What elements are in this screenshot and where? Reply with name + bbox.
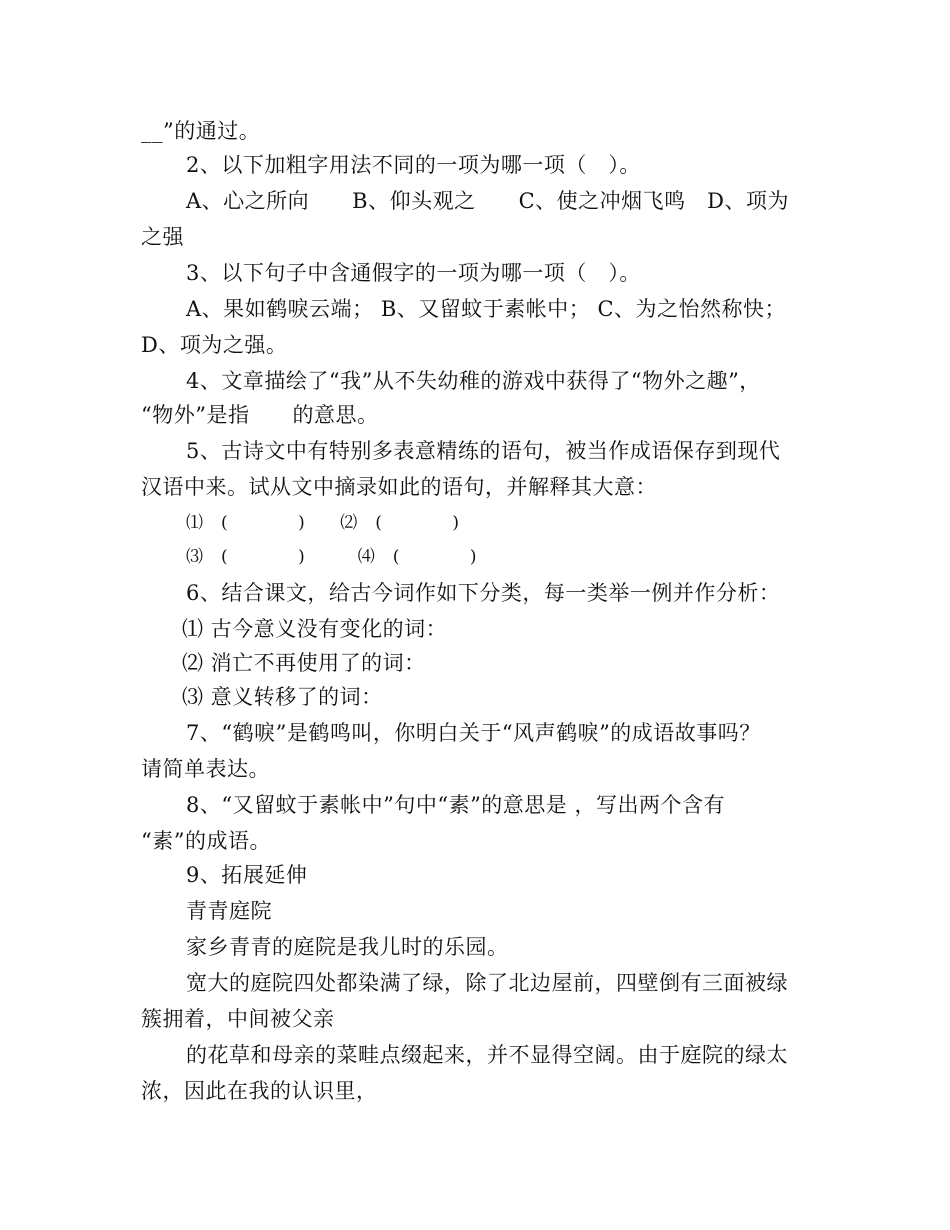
question-3: 3、以下句子中含通假字的一项为哪一项（ ）。: [186, 261, 641, 285]
question-2-options: A、心之所向 B、仰头观之 C、使之冲烟飞鸣 D、项为: [186, 189, 790, 213]
question-4-cont: “物外”是指 的意思。: [141, 403, 379, 427]
question-6-item-1: ⑴ 古今意义没有变化的词：: [182, 617, 448, 641]
question-2-options-cont: 之强: [141, 225, 184, 249]
reading-paragraph-2-cont: 簇拥着，中间被父亲: [141, 1007, 335, 1031]
question-5-blanks-row-2: ⑶ ( ) ⑷ ( ): [186, 547, 478, 567]
question-4: 4、文章描绘了“我”从不失幼稚的游戏中获得了“物外之趣”，: [186, 369, 761, 393]
question-7-cont: 请简单表达。: [141, 757, 270, 781]
question-6-item-3: ⑶ 意义转移了的词：: [182, 685, 383, 709]
question-2: 2、以下加粗字用法不同的一项为哪一项（ ）。: [186, 153, 641, 177]
question-5-blanks-row-1: ⑴ ( ) ⑵ ( ): [186, 513, 460, 533]
question-9: 9、拓展延伸: [186, 863, 308, 887]
question-6-item-2: ⑵ 消亡不再使用了的词：: [182, 651, 426, 675]
question-5: 5、古诗文中有特别多表意精练的语句，被当作成语保存到现代: [186, 439, 781, 463]
text-line-continuation: __”的通过。: [141, 119, 261, 143]
reading-paragraph-3: 的花草和母亲的菜畦点缀起来，并不显得空阔。由于庭院的绿太: [186, 1043, 788, 1067]
reading-paragraph-1: 家乡青青的庭院是我儿时的乐园。: [186, 935, 509, 959]
reading-paragraph-3-cont: 浓，因此在我的认识里，: [141, 1079, 378, 1103]
question-8: 8、“又留蚊于素帐中”句中“素”的意思是 ，写出两个含有: [186, 793, 725, 817]
question-3-options: A、果如鹤唳云端； B、又留蚊于素帐中； C、为之怡然称快；: [186, 297, 787, 321]
question-5-cont: 汉语中来。试从文中摘录如此的语句，并解释其大意：: [141, 475, 657, 499]
question-8-cont: “素”的成语。: [141, 829, 271, 853]
reading-title: 青青庭院: [186, 899, 272, 923]
question-6: 6、结合课文，给古今词作如下分类，每一类举一例并作分析：: [186, 581, 781, 605]
reading-paragraph-2: 宽大的庭院四处都染满了绿，除了北边屋前，四壁倒有三面被绿: [186, 971, 788, 995]
question-7: 7、“鹤唳”是鹤鸣叫，你明白关于“风声鹤唳”的成语故事吗？: [186, 721, 761, 745]
question-3-options-cont: D、项为之强。: [141, 333, 288, 357]
